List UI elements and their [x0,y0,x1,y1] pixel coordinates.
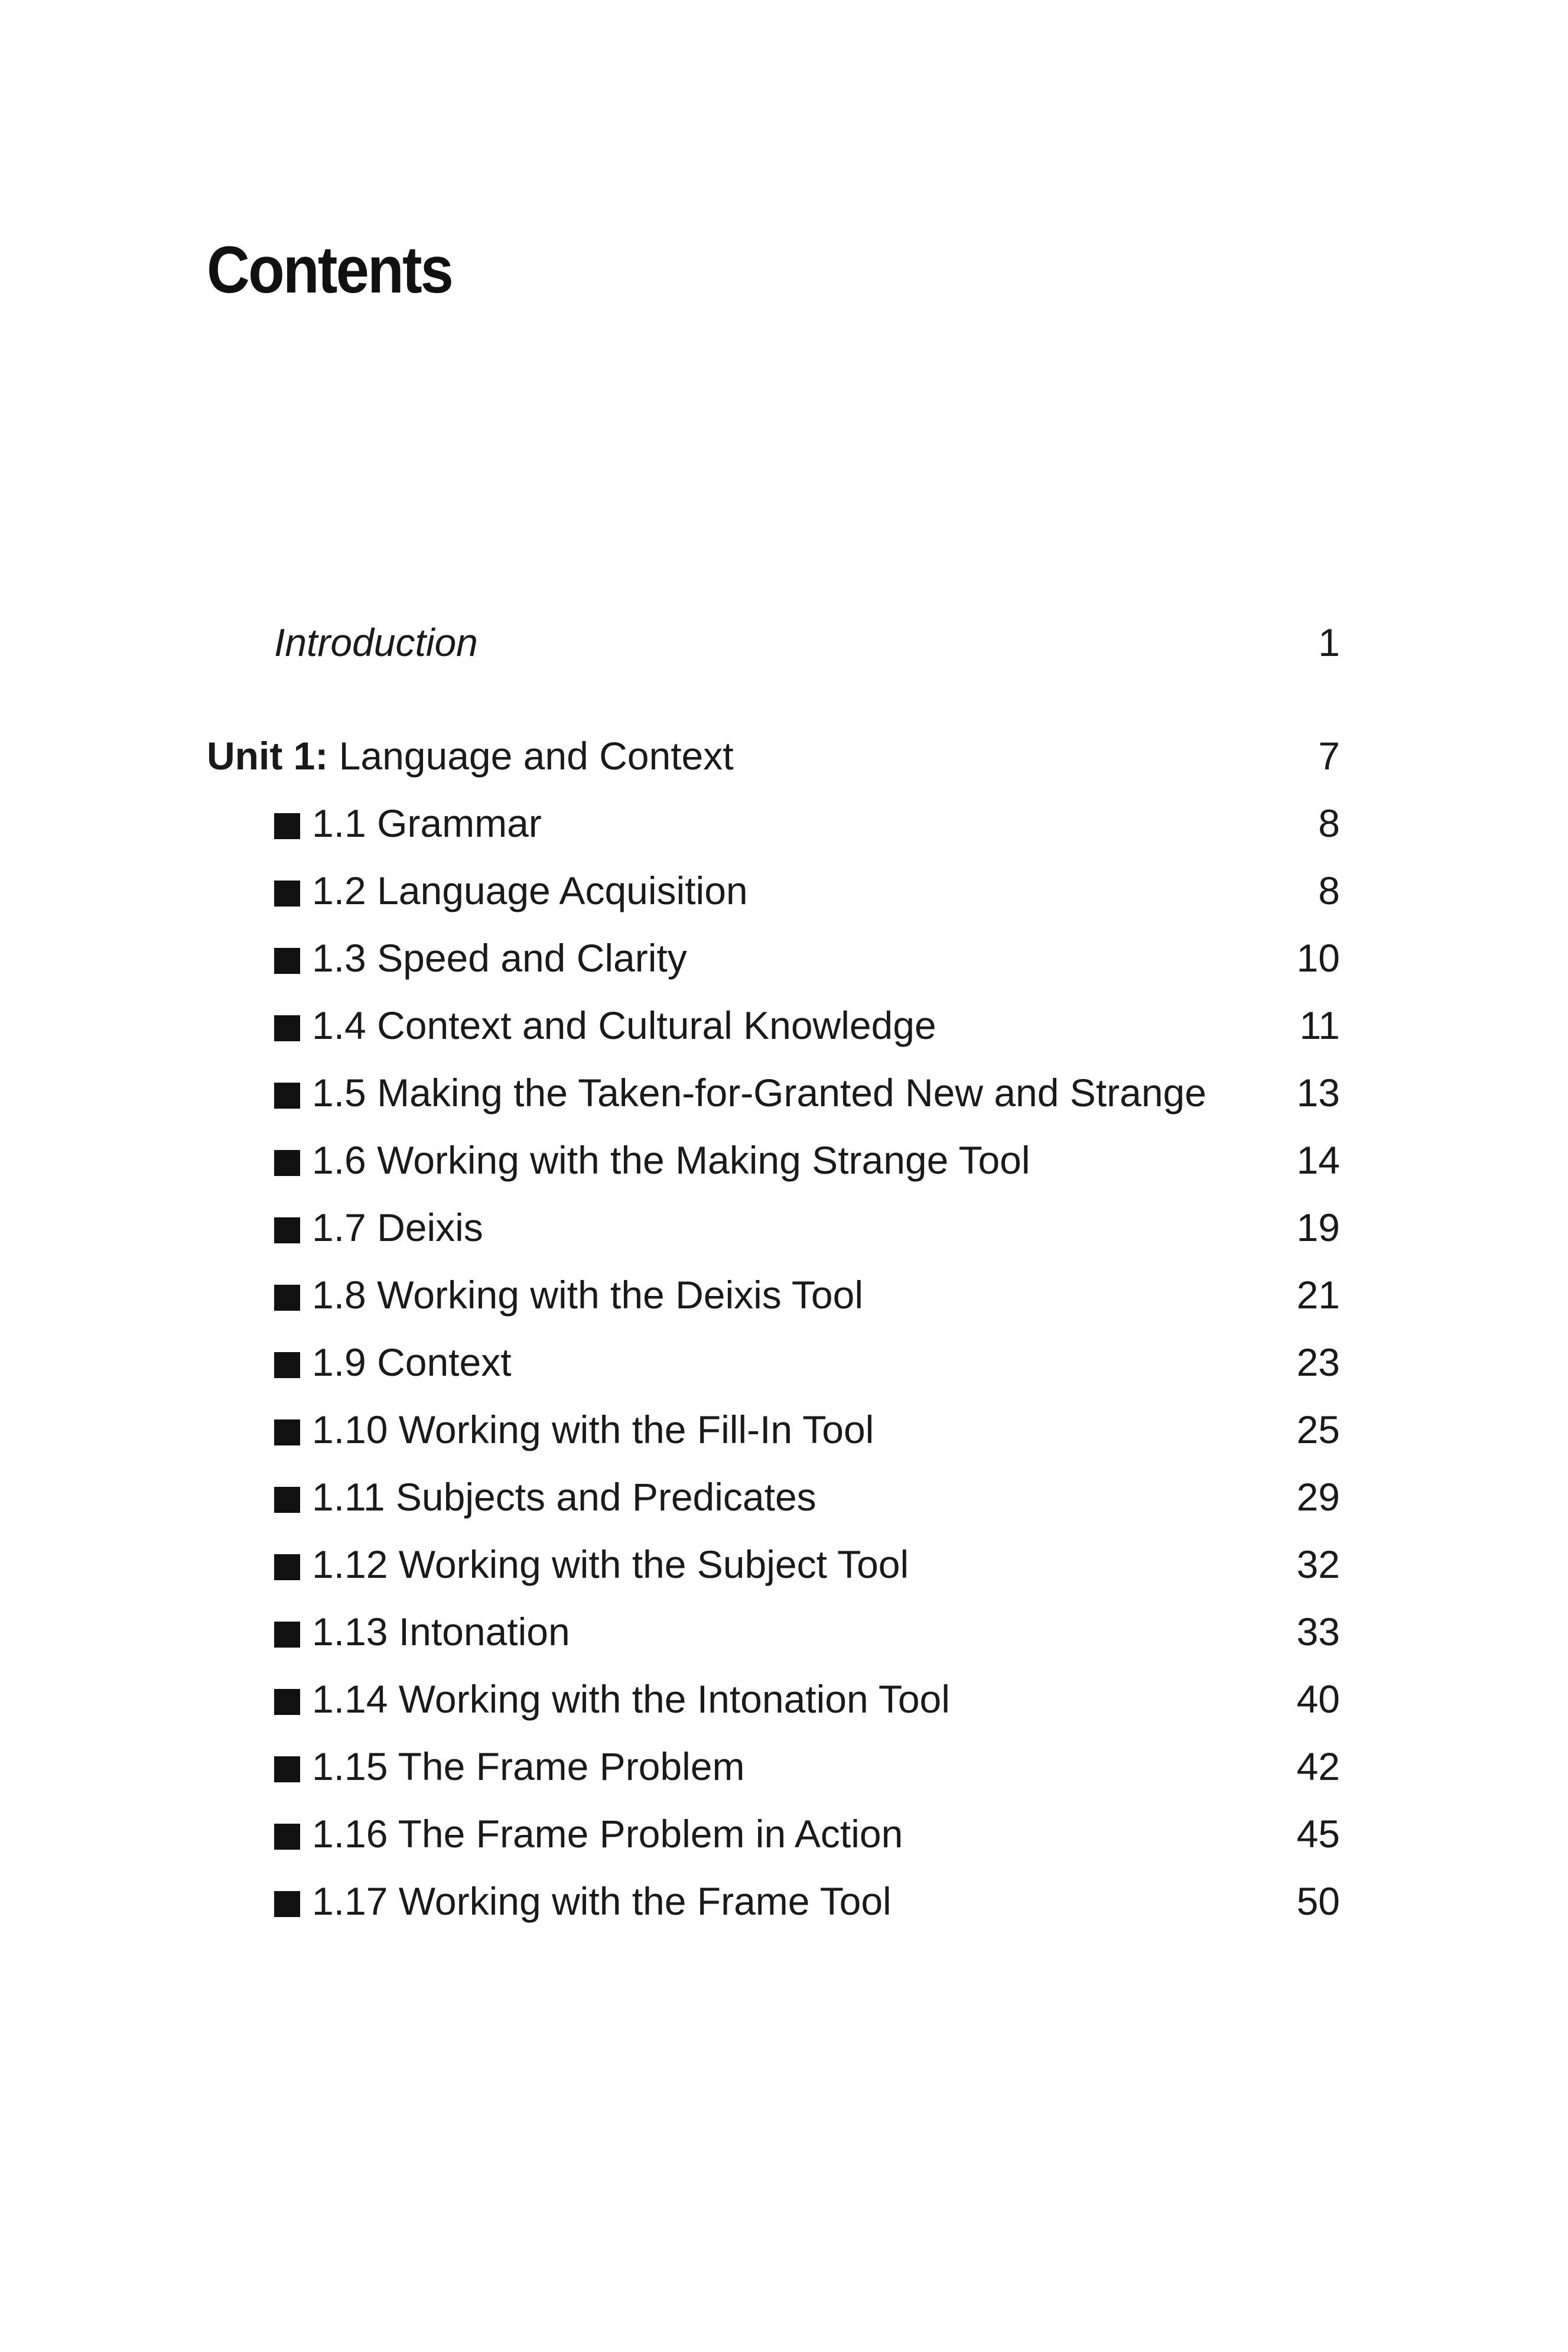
toc-entry-label: Introduction [274,621,478,664]
toc-entry-page-number: 10 [1296,936,1340,980]
table-of-contents [207,609,1340,1935]
toc-entry-label: 1.15 The Frame Problem [312,1744,745,1788]
toc-entry-label: 1.13 Intonation [312,1610,570,1653]
square-bullet-icon [274,881,300,907]
square-bullet-icon [274,948,300,974]
toc-section-entry [207,1126,1340,1194]
toc-entry-label: 1.4 Context and Cultural Knowledge [312,1003,936,1047]
toc-entry-label: 1.10 Working with the Fill-In Tool [312,1408,874,1451]
toc-entry-page-number: 23 [1296,1340,1340,1384]
toc-entry-label: 1.3 Speed and Clarity [312,936,687,980]
square-bullet-icon [274,1756,300,1782]
toc-section-entry [207,992,1340,1059]
toc-section-entry [207,1463,1340,1531]
square-bullet-icon [274,1487,300,1513]
square-bullet-icon [274,1285,300,1311]
toc-entry-label: 1.17 Working with the Frame Tool [312,1879,892,1923]
square-bullet-icon [274,1083,300,1109]
toc-entry-label: 1.9 Context [312,1340,512,1384]
square-bullet-icon [274,1824,300,1850]
toc-entry-page-number: 7 [1318,734,1340,778]
toc-entry-page-number: 8 [1318,801,1340,845]
toc-section-entry [207,857,1340,924]
square-bullet-icon [274,1150,300,1176]
square-bullet-icon [274,1419,300,1445]
toc-section-entry [207,1059,1340,1126]
toc-entry-page-number: 13 [1296,1071,1340,1115]
toc-entry-page-number: 21 [1296,1273,1340,1317]
square-bullet-icon [274,1891,300,1917]
toc-section-entry [207,1531,1340,1598]
toc-entry-label: 1.16 The Frame Problem in Action [312,1812,903,1856]
page-title: Contents [207,233,453,307]
toc-section-entry [207,1867,1340,1935]
toc-entry-page-number: 29 [1296,1475,1340,1519]
toc-entry-page-number: 40 [1296,1677,1340,1721]
toc-entry-label: 1.14 Working with the Intonation Tool [312,1677,950,1721]
toc-entry-label: 1.5 Making the Taken-for-Granted New and Strange [312,1071,1206,1115]
toc-entry-page-number: 25 [1296,1408,1340,1451]
toc-entry-page-number: 45 [1296,1812,1340,1856]
toc-entry-page-number: 32 [1296,1542,1340,1586]
toc-entry-page-number: 8 [1318,869,1340,912]
toc-entry-label: 1.12 Working with the Subject Tool [312,1542,909,1586]
toc-entry-page-number: 50 [1296,1879,1340,1923]
toc-entry-label: 1.11 Subjects and Predicates [312,1475,816,1519]
toc-entry-page-number: 42 [1296,1744,1340,1788]
toc-entry-label: 1.8 Working with the Deixis Tool [312,1273,863,1317]
toc-entry-unit-1 [207,722,1340,790]
toc-section-entry [207,1733,1340,1800]
toc-entry-page-number: 19 [1296,1206,1340,1249]
toc-entry-label: Language and Context [339,734,734,778]
square-bullet-icon [274,1217,300,1243]
square-bullet-icon [274,1015,300,1041]
toc-section-entry [207,1800,1340,1867]
toc-entry-page-number: 33 [1296,1610,1340,1653]
toc-entry-label: 1.6 Working with the Making Strange Tool [312,1138,1030,1182]
toc-section-entry [207,924,1340,992]
toc-entry-label: 1.7 Deixis [312,1206,483,1249]
toc-entry-page-number: 1 [1318,621,1340,664]
square-bullet-icon [274,1622,300,1648]
unit-prefix: Unit 1: [207,734,328,778]
toc-section-entry [207,1665,1340,1733]
toc-section-entry [207,1328,1340,1396]
toc-section-entry [207,1396,1340,1463]
toc-entry-page-number: 11 [1299,1003,1340,1047]
toc-entry-label: 1.2 Language Acquisition [312,869,748,912]
toc-section-entry [207,1598,1340,1665]
square-bullet-icon [274,1689,300,1715]
toc-entry-introduction [207,609,1340,676]
toc-section-entry [207,790,1340,857]
square-bullet-icon [274,1554,300,1580]
square-bullet-icon [274,1352,300,1378]
square-bullet-icon [274,813,300,839]
toc-entry-page-number: 14 [1296,1138,1340,1182]
toc-section-entry [207,1194,1340,1261]
toc-entry-label: 1.1 Grammar [312,801,542,845]
toc-section-entry [207,1261,1340,1328]
